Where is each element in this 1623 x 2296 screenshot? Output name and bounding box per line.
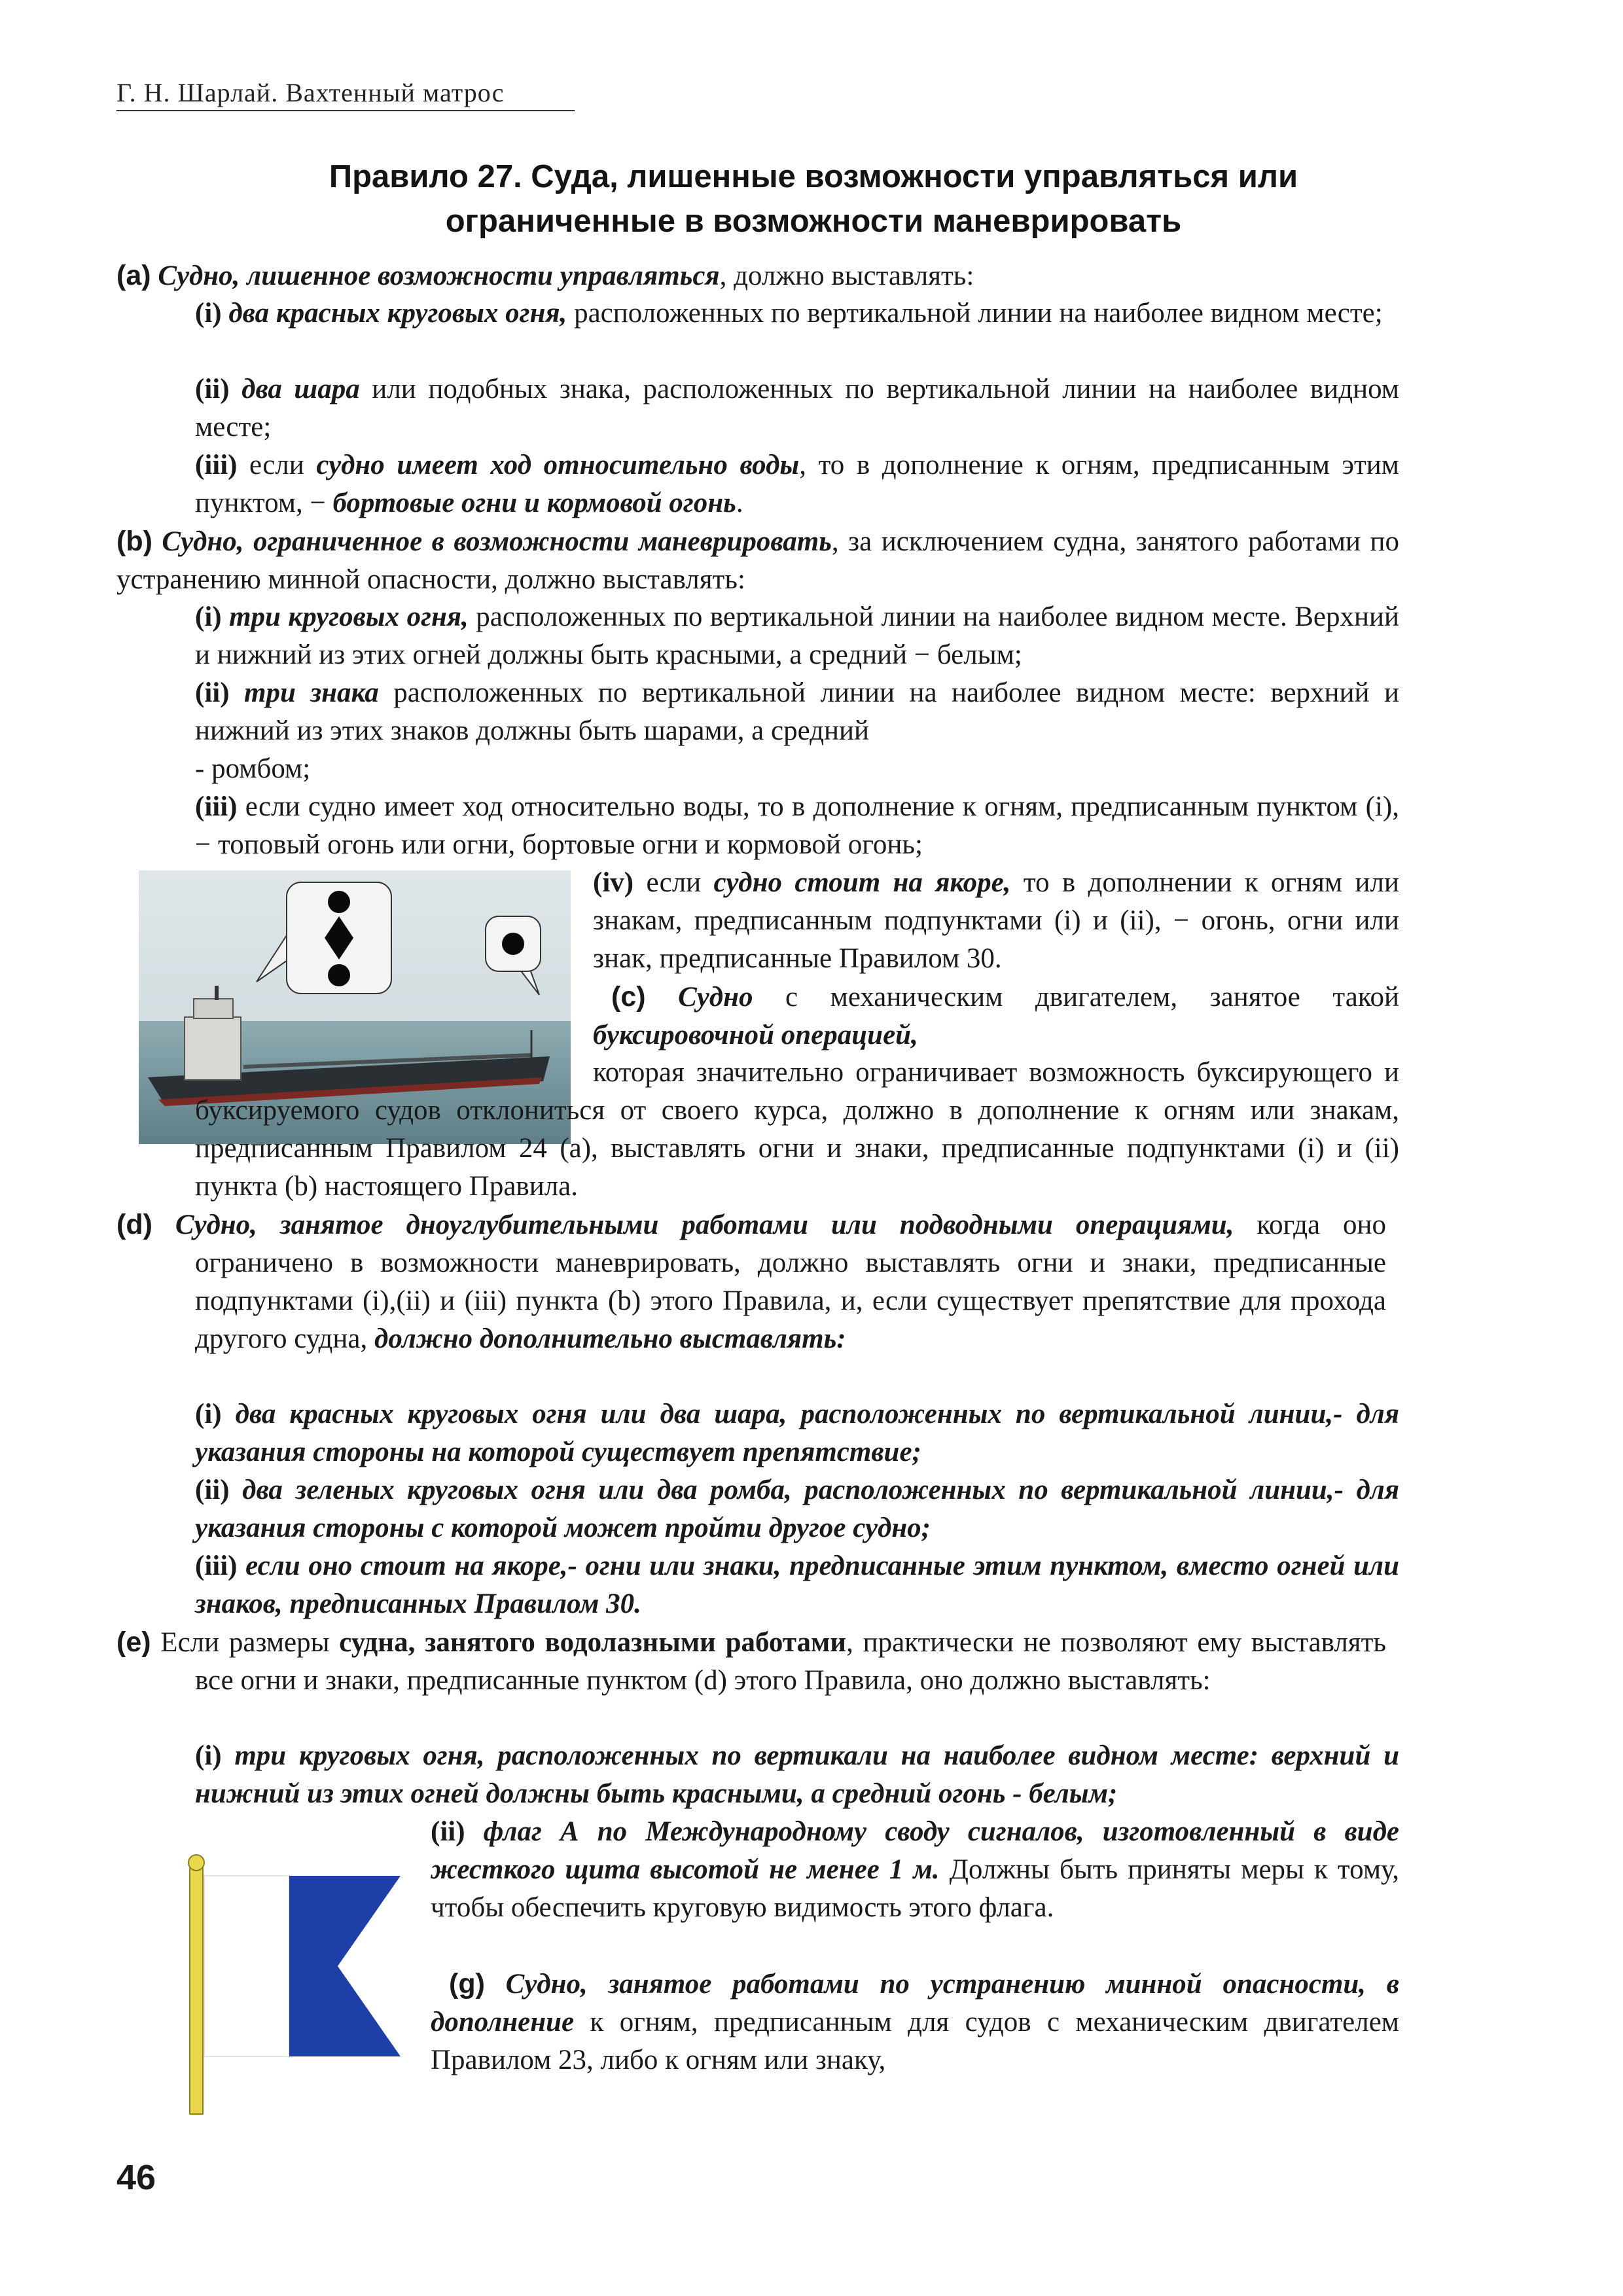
paragraph-e-i: [195, 1737, 1399, 1813]
paragraph-subject: судна, занятого водолазными работами: [339, 1627, 847, 1658]
paragraph-d-i: [195, 1395, 1399, 1471]
item-text: расположенных по вертикальной линии на наиболее видном месте: верхний и нижний из этих знаков должны быть шарами, а средний: [195, 677, 1400, 746]
paragraph-c-part-2: [195, 1054, 1399, 1206]
paragraph-text: , за исключением судна, занятого работами по устранению минной опасности, должно выставлять:: [116, 526, 1399, 595]
item-text: расположенных по вертикальной линии на наиболее видном месте. Верхний и нижний из этих огней должны быть красными, а средний − белым;: [195, 601, 1400, 670]
paragraph-tag: (b): [116, 526, 152, 557]
paragraph-a: [116, 257, 1510, 295]
paragraph-c-part-1: [593, 978, 1399, 1054]
item-tag: (ii): [195, 374, 230, 404]
item-text: или подобных знака, расположенных по вертикальной линии на наиболее видном месте;: [195, 374, 1399, 442]
flag-blue-swallowtail: [289, 1876, 401, 2056]
page-number: 46: [116, 2158, 156, 2197]
item-emphasis: флаг А по Международному своду сигналов, изготовленный в виде жесткого щита высотой не менее 1 м.: [431, 1816, 1400, 1885]
paragraph-subject: Судно, занятое работами по устранению минной опасности, в дополнение: [431, 1969, 1399, 2037]
paragraph-tag: (d): [116, 1209, 152, 1240]
running-head: Г. Н. Шарлай. Вахтенный матрос: [116, 78, 505, 107]
item-tag: (ii): [195, 677, 230, 708]
ship-mast: [215, 986, 219, 1000]
paragraph-d: [116, 1206, 1386, 1358]
title-line-2: ограниченные в возможности маневрировать: [445, 204, 1182, 239]
item-tag: (i): [195, 1399, 222, 1429]
item-text: расположенных по вертикальной линии на наиболее видном месте;: [567, 298, 1383, 329]
item-emphasis: два зеленых круговых огня или два ромба, расположенных по вертикальной линии,- для указания стороны с которой может пройти другое судно;: [195, 1475, 1400, 1543]
paragraph-text: к огням, предписанным для судов с механическим двигателем Правилом 23, либо к огням или знаку,: [431, 2007, 1399, 2075]
paragraph-a-ii: [195, 370, 1399, 446]
item-emphasis: судно стоит на якоре,: [713, 867, 1011, 898]
flag-alpha-figure: [181, 1854, 410, 2115]
paragraph-b-iv: [593, 864, 1399, 978]
item-text: то в дополнении к огням или знакам, предписанным подпунктами (i) и (ii), − огонь, огни или знак, предписанные Правилом 30.: [593, 867, 1399, 974]
ship-bridge: [194, 999, 233, 1018]
item-tag: (ii): [195, 1475, 230, 1505]
item-tag: (i): [195, 1740, 222, 1771]
item-emphasis: три круговых огня,: [229, 601, 469, 632]
item-text: если: [633, 867, 714, 898]
paragraph-subject: Судно: [678, 982, 753, 1013]
flag-white-part: [204, 1876, 289, 2056]
paragraph-b: [116, 522, 1399, 599]
paragraph-subject: Судно, ограниченное в возможности маневрировать: [162, 526, 832, 557]
paragraph-subject: Судно, лишенное возможности управляться: [158, 260, 720, 291]
paragraph-tag: (a): [116, 260, 151, 291]
signal-ball-bottom-icon: [328, 964, 350, 986]
anchor-ball-icon: [502, 933, 524, 955]
paragraph-d-iii: [195, 1547, 1399, 1623]
item-text: - ромбом;: [195, 753, 311, 784]
paragraph-tag: (c): [611, 981, 646, 1013]
paragraph-d-ii: [195, 1471, 1399, 1547]
paragraph-e-ii: [431, 1813, 1399, 1927]
item-tag: (i): [195, 298, 222, 329]
item-emphasis: три знака: [244, 677, 379, 708]
signal-ball-top-icon: [328, 891, 350, 913]
item-emphasis: если оно стоит на якоре,- огни или знаки, предписанные этим пунктом, вместо огней или знаков, предписанных Правилом 30.: [195, 1551, 1399, 1619]
item-emphasis: два красных круговых огня или два шара, расположенных по вертикальной линии,- для указания стороны на которой существует препятствие;: [195, 1399, 1399, 1467]
item-emphasis: бортовые огни и кормовой огонь: [332, 488, 736, 518]
item-tag: (ii): [431, 1816, 465, 1847]
paragraph-a-iii: [195, 446, 1399, 522]
item-text: если судно имеет ход относительно воды, то в дополнение к огням, предписанным пунктом (i), − топовый огонь или огни, бортовые огни и кормовой огонь;: [195, 791, 1399, 860]
paragraph-b-ii: [195, 674, 1399, 750]
paragraph-tag: (e): [116, 1626, 151, 1658]
item-emphasis: два красных круговых огня,: [228, 298, 567, 329]
paragraph-e: [116, 1623, 1386, 1700]
item-tag: (iii): [195, 791, 238, 822]
paragraph-g: [431, 1965, 1399, 2079]
flag-pole-cap: [188, 1855, 204, 1871]
flag-pole: [190, 1863, 203, 2114]
paragraph-tag: (g): [449, 1968, 485, 2000]
page-title: [116, 154, 1510, 243]
item-emphasis: судно имеет ход относительно воды: [316, 450, 800, 480]
paragraph-text: с механическим двигателем, занятое такой: [753, 982, 1400, 1013]
item-tag: (iii): [195, 1551, 238, 1581]
item-tag: (iv): [593, 867, 634, 898]
paragraph-text: которая значительно ограничивает возможность буксирующего и буксируемого судов отклониться от своего курса, должно в дополнение к огням или знакам, предписанным Правилом 24 (a), выставлять огни и знаки, предписанные подпунктами (i) и (ii) пункта (b) настоящего Правила.: [195, 1057, 1399, 1202]
paragraph-b-i: [195, 598, 1399, 674]
item-tag: (i): [195, 601, 222, 632]
paragraph-a-i: [195, 295, 1399, 332]
paragraph-text: когда оно ограничено в возможности маневрировать, должно выставлять огни и знаки, предписанные подпунктами (i),(ii) и (iii) пункта (b) этого Правила, и, если существует препятствие для прохода другого судна,: [195, 1210, 1387, 1354]
item-text: если: [237, 450, 317, 480]
title-line-1: Правило 27. Суда, лишенные возможности управляться или: [329, 159, 1298, 194]
paragraph-b-ii-cont: [195, 750, 1399, 788]
item-text: Должны быть приняты меры к тому, чтобы обеспечить круговую видимость этого флага.: [431, 1854, 1399, 1923]
paragraph-emphasis: должно дополнительно выставлять:: [374, 1323, 846, 1354]
paragraph-b-iii: [195, 788, 1399, 864]
paragraph-emphasis: буксировочной операцией,: [593, 1020, 918, 1050]
item-emphasis: два шара: [241, 374, 360, 404]
item-emphasis: три круговых огня, расположенных по вертикали на наиболее видном месте: верхний и нижний из этих огней должны быть красными, а средний огонь - белым;: [195, 1740, 1399, 1809]
item-text: , то в дополнение к огням, предписанным этим пунктом, −: [195, 450, 1400, 518]
item-text: .: [736, 488, 743, 518]
paragraph-text: , должно выставлять:: [719, 260, 974, 291]
paragraph-text: Если размеры: [151, 1627, 340, 1658]
item-tag: (iii): [195, 450, 238, 480]
header-rule: [116, 110, 575, 111]
paragraph-subject: Судно, занятое дноуглубительными работами или подводными операциями,: [175, 1210, 1234, 1240]
paragraph-text: , практически не позволяют ему выставлять все огни и знаки, предписанные пунктом (d) этого Правила, оно должно выставлять:: [195, 1627, 1386, 1696]
